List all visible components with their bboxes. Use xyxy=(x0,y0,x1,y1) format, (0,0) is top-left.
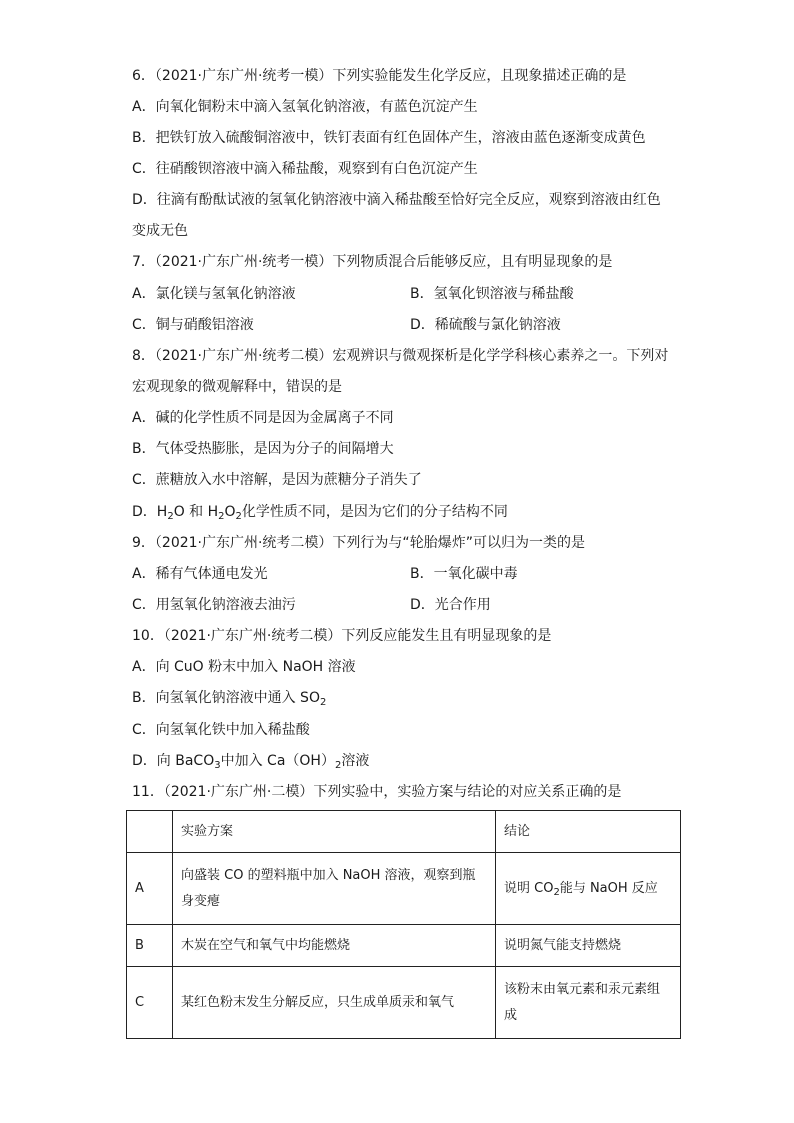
experiment-table xyxy=(126,810,681,1039)
q10-option-c: C．向氢氧化铁中加入稀盐酸 xyxy=(132,722,310,738)
q8-d-text-3: O xyxy=(224,504,236,520)
q10-b-text: B．向氢氧化钠溶液中通入 SO xyxy=(132,690,320,706)
q10-d-text-1: D．向 BaCO xyxy=(132,753,215,769)
q6-stem: 6．（2021·广东广州·统考一模）下列实验能发生化学反应，且现象描述正确的是 xyxy=(132,68,627,84)
q8-d-text-2: O 和 H xyxy=(173,504,219,520)
q10-d-sub-2: 2 xyxy=(334,760,342,771)
row-conclusion-sub: 2 xyxy=(553,886,560,898)
table-cell-empty xyxy=(127,811,173,853)
row-plan-line-2: 身变瘪 xyxy=(181,893,221,909)
row-conclusion xyxy=(496,853,681,925)
q10-d-text-2: 中加入 Ca（OH） xyxy=(220,753,335,769)
q7-option-c: C．铜与硝酸铝溶液 xyxy=(132,317,254,333)
q10-d-text-3: 溶液 xyxy=(341,753,370,769)
q6-option-c: C．往硝酸钡溶液中滴入稀盐酸，观察到有白色沉淀产生 xyxy=(132,161,478,177)
q9-stem: 9．（2021·广东广州·统考二模）下列行为与“轮胎爆炸”可以归为一类的是 xyxy=(132,535,585,551)
row-conclusion: 说明氮气能支持燃烧 xyxy=(496,925,681,967)
row-conclusion-text-1: 说明 CO xyxy=(504,880,554,896)
q9-option-c: C．用氢氧化钠溶液去油污 xyxy=(132,597,296,613)
table-header-conclusion: 结论 xyxy=(496,811,681,853)
q8-option-b: B．气体受热膨胀，是因为分子的间隔增大 xyxy=(132,441,394,457)
q10-option-a: A．向 CuO 粉末中加入 NaOH 溶液 xyxy=(132,659,356,675)
q7-option-a: A．氯化镁与氢氧化钠溶液 xyxy=(132,286,296,302)
table-header-row xyxy=(127,811,681,853)
q8-d-text-4: 化学性质不同，是因为它们的分子结构不同 xyxy=(241,504,508,520)
row-plan: 某红色粉末发生分解反应，只生成单质汞和氧气 xyxy=(173,967,496,1039)
q8-d-sub-3: 2 xyxy=(235,511,242,522)
q10-b-sub: 2 xyxy=(319,697,327,708)
row-conclusion xyxy=(496,967,681,1039)
table-row xyxy=(127,925,681,967)
q9-option-d: D．光合作用 xyxy=(410,597,491,613)
q8-stem-cont: 宏观现象的微观解释中，错误的是 xyxy=(132,379,342,395)
q8-option-d xyxy=(132,502,508,522)
q6-option-b: B．把铁钉放入硫酸铜溶液中，铁钉表面有红色固体产生，溶液由蓝色逐渐变成黄色 xyxy=(132,130,646,146)
q8-stem: 8．（2021·广东广州·统考二模）宏观辨识与微观探析是化学学科核心素养之一。下列对 xyxy=(132,348,669,364)
row-label: A xyxy=(127,853,173,925)
table-row xyxy=(127,967,681,1039)
q6-option-d-cont: 变成无色 xyxy=(132,223,188,239)
row-plan: 木炭在空气和氧气中均能燃烧 xyxy=(173,925,496,967)
row-plan xyxy=(173,853,496,925)
table-row xyxy=(127,853,681,925)
q8-d-text-1: D．H xyxy=(132,504,168,520)
q8-d-sub-2: 2 xyxy=(218,511,225,522)
q8-d-sub-1: 2 xyxy=(167,511,174,522)
row-plan-line-1: 向盛装 CO 的塑料瓶中加入 NaOH 溶液，观察到瓶 xyxy=(181,867,476,883)
q11-stem: 11．（2021·广东广州·二模）下列实验中，实验方案与结论的对应关系正确的是 xyxy=(132,784,622,800)
q10-d-sub-1: 3 xyxy=(214,760,221,771)
table-header-plan: 实验方案 xyxy=(173,811,496,853)
q6-option-d: D．往滴有酚酞试液的氢氧化钠溶液中滴入稀盐酸至恰好完全反应，观察到溶液由红色 xyxy=(132,192,661,208)
row-label: C xyxy=(127,967,173,1039)
row-conclusion-line-2: 成 xyxy=(504,1007,518,1023)
row-label: B xyxy=(127,925,173,967)
q7-option-d: D．稀硫酸与氯化钠溶液 xyxy=(410,317,561,333)
q10-option-d xyxy=(132,751,369,771)
row-conclusion-text-2: 能与 NaOH 反应 xyxy=(559,880,658,896)
q10-stem: 10．（2021·广东广州·统考二模）下列反应能发生且有明显现象的是 xyxy=(132,628,552,644)
q8-option-c: C．蔗糖放入水中溶解，是因为蔗糖分子消失了 xyxy=(132,472,422,488)
q6-option-a: A．向氧化铜粉末中滴入氢氧化钠溶液，有蓝色沉淀产生 xyxy=(132,99,478,115)
q7-option-b: B．氢氧化钡溶液与稀盐酸 xyxy=(410,286,574,302)
q9-option-b: B．一氧化碳中毒 xyxy=(410,566,518,582)
row-conclusion-line-1: 该粉末由氧元素和汞元素组 xyxy=(504,981,661,997)
q8-option-a: A．碱的化学性质不同是因为金属离子不同 xyxy=(132,410,394,426)
q7-stem: 7．（2021·广东广州·统考一模）下列物质混合后能够反应，且有明显现象的是 xyxy=(132,254,613,270)
q9-option-a: A．稀有气体通电发光 xyxy=(132,566,268,582)
q10-option-b xyxy=(132,688,326,708)
